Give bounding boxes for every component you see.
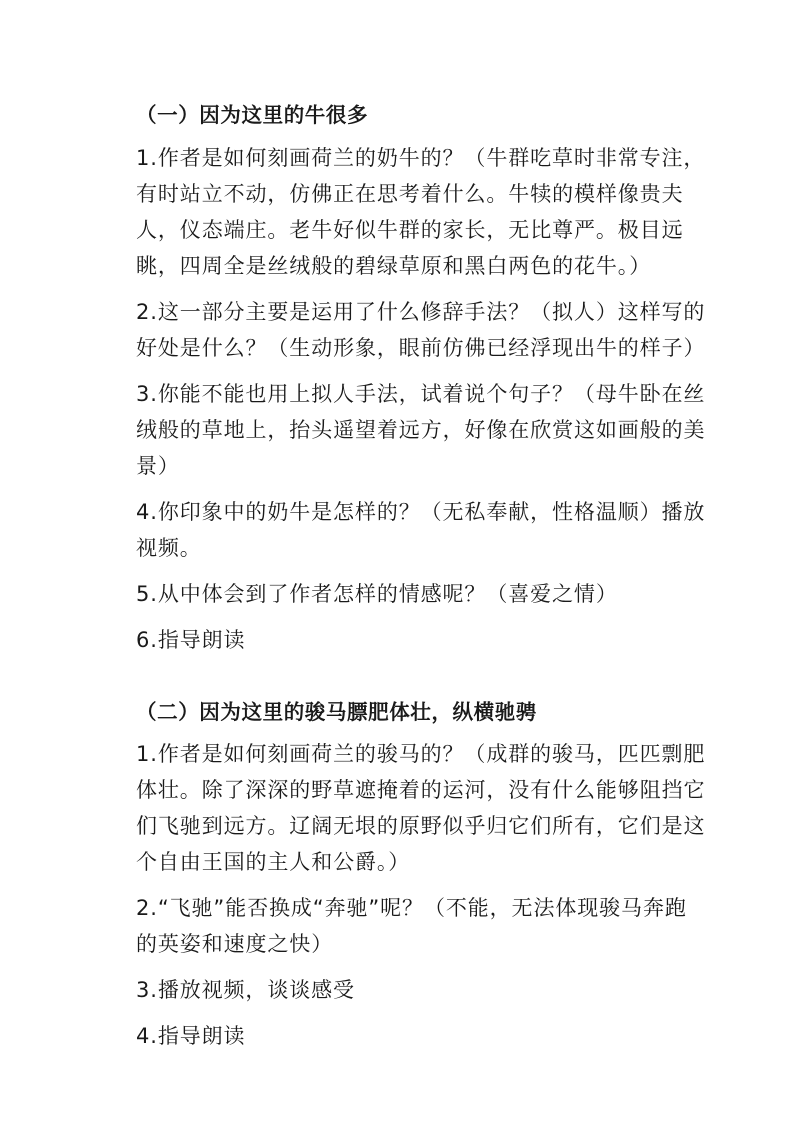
question-item-4: 4.指导朗读	[136, 1024, 246, 1048]
question-item-1: 1.作者是如何刻画荷兰的骏马的？（成群的骏马，匹匹剽肥体壮。除了深深的野草遮掩着的运河，没有什么能够阻挡它们飞驰到远方。辽阔无垠的原野似乎归它们所有，它们是这个自由王国的主人和公爵。）	[136, 742, 706, 874]
question-item-6: 6.指导朗读	[136, 628, 246, 652]
question-item-3: 3.你能不能也用上拟人手法，试着说个句子？（母牛卧在丝绒般的草地上，抬头遥望着远方，好像在欣赏这如画般的美景）	[136, 382, 706, 478]
question-item-2: 2.这一部分主要是运用了什么修辞手法？（拟人）这样写的好处是什么？（生动形象，眼前仿佛已经浮现出牛的样子）	[136, 300, 706, 360]
section-cows	[0, 96, 794, 668]
section-heading: （一）因为这里的牛很多	[136, 103, 369, 127]
section-horses	[0, 693, 794, 1064]
question-item-5: 5.从中体会到了作者怎样的情感呢？（喜爱之情）	[136, 582, 618, 606]
question-item-4: 4.你印象中的奶牛是怎样的？（无私奉献，性格温顺）播放视频。	[136, 500, 706, 560]
question-item-3: 3.播放视频，谈谈感受	[136, 978, 355, 1002]
question-item-1: 1.作者是如何刻画荷兰的奶牛的？（牛群吃草时非常专注，有时站立不动，仿佛正在思考着什么。牛犊的模样像贵夫人，仪态端庄。老牛好似牛群的家长，无比尊严。极目远眺，四周全是丝绒般的碧绿草原和黑白两色的花牛。）	[136, 146, 706, 278]
section-heading: （二）因为这里的骏马膘肥体壮，纵横驰骋	[136, 700, 537, 724]
question-item-2: 2.“飞驰”能否换成“奔驰”呢？（不能，无法体现骏马奔跑的英姿和速度之快）	[136, 896, 687, 956]
